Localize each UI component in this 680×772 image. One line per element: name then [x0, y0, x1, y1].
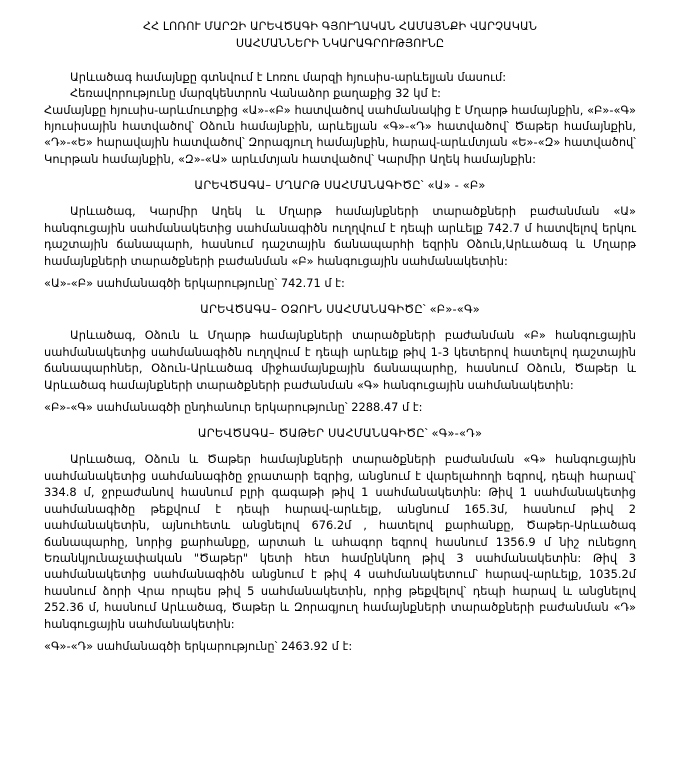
section-heading-2: ԱՐԵՎԾԱԳԱ– ՕՁՈՒՆ ՍԱՀՄԱՆԱԳԻԾԸ՝ «Բ»-«Գ» [200, 302, 480, 317]
document-title [44, 18, 636, 53]
intro-paragraph-2: Հեռավորությունը մարզկենտրոն Վանաձոր քաղաքից 32 կմ է: [70, 86, 442, 101]
section-heading-3: ԱՐԵՎԾԱԳԱ– ԾԱԹԵՐ ՍԱՀՄԱՆԱԳԻԾԸ՝ «Գ»-«Դ» [197, 426, 483, 441]
intro-paragraph-3: Համայնքը հյուսիս-արևմուտքից «Ա»-«Բ» հատվածով սահմանակից է Մղարթ համայնքին, «Բ»-«Գ» հյուսիսային հատվածով՝ Օձուն համայնքին, արևելյան «Գ»-«Դ» հատվածով՝ Ծաթեր համայնքին, «Դ»-«Ե» հարավային հատվածով՝ Զորագյուղ համայնքին, հարավ-արևմտյան «Ե»-«Զ» հատվածով՝ Կուրթան համայնքին, «Զ»-«Ա» արևմտյան հատվածով՝ Կարմիր Աղեկ համայնքին: [44, 102, 636, 166]
spacer [44, 192, 636, 203]
spacer [44, 316, 636, 327]
document-title-line-2: ՍԱՀՄԱՆՆԵՐԻ ՆԿԱՐԱԳՐՈՒԹՅՈՒՆԸ [235, 37, 445, 51]
spacer [44, 440, 636, 451]
section-3-length-line: «Գ»-«Դ» սահմանագծի երկարությունը՝ 2463.92 մ է: [44, 639, 353, 654]
section-3-paragraph-1: Արևածագ, Օձուն և Ծաթեր համայնքների տարածքների բաժանման «Գ» հանգուցային սահմանակետից սահմանագիծը ջրատարի եզրից, անցնում է վարելահողի եզրով, դեպի հարավ՝ 334.8 մ, ջրբաժանով հասնում բլրի գագաթի թիվ 1 սահմանակետին: Թիվ 1 սահմանակետից սահմանագիծը թեքվում է դեպի հարավ-արևելք, անցնում 165.3մ, հասնում թիվ 2 սահմանակետին, այնուհետև անցնելով 676.2մ , հատելով քարհանքը, Ծաթեր-Արևածագ ճանապարհը, նորից քարհանքը, արտահ և ահագոր եզրով հասնում 1356.9 մ նիշ ունեցող Եռանկյունաչափական "Ծաթեր" կետի հետ համընկնող թիվ 3 սահմանակետին: Թիվ 3 սահմանակետից սահմանագիծն անցնում է թիվ 4 սահմանակետում՝ հարավ-արևելք, 1035.2մ հասնում ձորի Վրա որպես թիվ 5 սահմանակետին, որից թեքվելով՝ դեպի հարավ և անցնելով 252.36 մ, հասնում Արևածագ, Ծաթեր և Զորագյուղ համայնքների տարածքների բաժանման «Դ» հանգուցային սահմանակետին: [44, 452, 636, 631]
section-heading-1: ԱՐԵՎԾԱԳԱ– ՄՂԱՐԹ ՍԱՀՄԱՆԱԳԻԾԸ՝ «Ա» - «Բ» [194, 178, 486, 193]
section-2-length-line: «Բ»-«Գ» սահմանագծի ընդհանուր երկարությունը՝ 2288.47 մ է: [44, 400, 423, 415]
spacer [44, 291, 636, 302]
document-title-line-1: ՀՀ ԼՈՌՈՒ ՄԱՐԶԻ ԱՐԵՎԾԱԳԻ ԳՅՈՒՂԱԿԱՆ ՀԱՄԱՅՆՔԻ ՎԱՐՉԱԿԱՆ [143, 20, 537, 33]
intro-paragraph-1: Արևածագ համայնքը գտնվում է Լոռու մարզի հյուսիս-արևելյան մասում: [70, 69, 507, 84]
section-1-length-line: «Ա»-«Բ» սահմանագծի երկարությունը՝ 742.71 մ է: [44, 275, 345, 290]
spacer [44, 167, 636, 178]
section-2-paragraph-1: Արևածագ, Օձուն և Մղարթ համայնքների տարածքների բաժանման «Բ» հանգուցային սահմանակետից սահմանագիծն ուղղվում է դեպի արևելք թիվ 1-3 կետերով հատելով դաշտային ճանապարհներ, Օձուն-Արևածագ միջհամայնքային ճանապարհը, հասնում Օձուն, Ծաթեր և Արևածագ համայնքների տարածքների բաժանման «Գ» հանգուցային սահմանակետին: [44, 328, 636, 392]
section-1-paragraph-1: Արևածագ, Կարմիր Աղեկ և Մղարթ համայնքների տարածքների բաժանման «Ա» հանգուցային սահմանակետից սահմանագիծն ուղղվում է դեպի արևելք 742.7 մ հատվելով երկու դաշտային ճանապարհ, հասնում դաշտային ճանապարհի եզրին Օձուն,Արևածագ և Մղարթ համայնքների տարածքների բաժանման «Բ» հանգուցային սահմանակետին: [44, 204, 636, 268]
spacer [44, 415, 636, 426]
